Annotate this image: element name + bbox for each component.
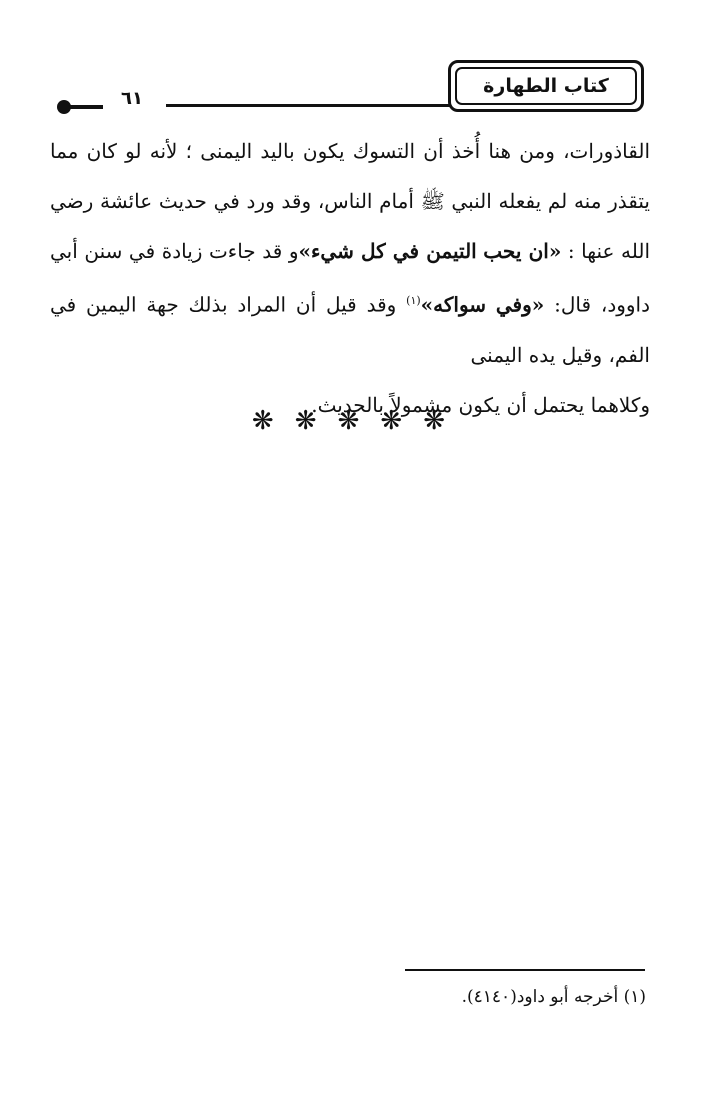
section-separator: ❋ ❋ ❋ ❋ ❋ <box>251 406 452 436</box>
paragraph <box>50 126 650 380</box>
page-number: ٦١ <box>121 88 143 109</box>
main-text <box>50 126 650 430</box>
chapter-title-frame <box>448 60 644 112</box>
page-ornament-icon <box>57 100 103 114</box>
text-after-addition: وقد قيل أن المراد بذلك جهة اليمين في الفم، وقيل يده اليمنى <box>50 292 650 367</box>
chapter-title-inner-frame <box>455 67 637 105</box>
ornament-bar <box>67 105 103 109</box>
header-rule <box>166 104 450 107</box>
last-line: وكلاهما يحتمل أن يكون مشمولاً بالحديث. <box>311 392 650 417</box>
footnote: (١) أخرجه أبو داود(٤١٤٠). <box>461 987 646 1007</box>
footnote-rule <box>405 969 645 971</box>
chapter-title: كتاب الطهارة <box>483 75 609 97</box>
hadith-quote-start: «ان يحب <box>483 239 562 263</box>
text-line-2: منه لم يفعله النبي ﷺ أمام الناس، وقد ورد في حديث عائشة رضي الله عنها : <box>50 189 651 263</box>
footnote-marker: (١) <box>406 294 421 307</box>
ornament-dot <box>57 100 71 114</box>
text-after-hadith: و قد جاءت زيادة في سنن أبي داوود، قال: <box>50 239 651 317</box>
hadith-quote-end: التيمن في كل شيء» <box>298 239 477 263</box>
text-line-1: القاذورات، ومن هنا أُخذ أن التسوك يكون باليد اليمنى ؛ لأنه لو كان مما يتقذر <box>50 139 650 213</box>
addition-quote-start: «وفي <box>495 292 545 317</box>
addition-quote-end: سواكه» <box>420 292 487 317</box>
